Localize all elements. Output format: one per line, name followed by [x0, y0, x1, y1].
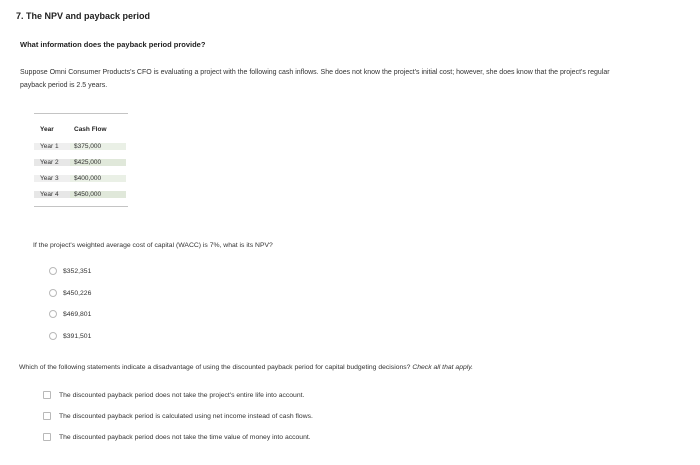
checkbox[interactable] [43, 391, 51, 399]
disadvantage-option-label: The discounted payback period does not take the time value of money into account. [59, 433, 311, 441]
cell-year: Year 4 [34, 191, 70, 198]
checkbox[interactable] [43, 412, 51, 420]
table-row [34, 154, 128, 170]
table-row [34, 186, 128, 202]
radio-button[interactable] [49, 267, 57, 275]
disadvantage-question-prompt [19, 364, 473, 371]
npv-option[interactable] [49, 267, 91, 275]
table-row [34, 138, 128, 154]
table-row [34, 170, 128, 186]
column-header-year: Year [40, 125, 54, 133]
cash-flow-table [34, 113, 128, 207]
cell-cash-flow: $450,000 [70, 191, 126, 198]
radio-button[interactable] [49, 332, 57, 340]
question-subtitle: What information does the payback period provide? [20, 40, 206, 49]
npv-question-prompt: If the project's weighted average cost of capital (WACC) is 7%, what is its NPV? [33, 242, 273, 249]
disadvantage-option-label: The discounted payback period does not take the project's entire life into account. [59, 391, 305, 399]
question-title: 7. The NPV and payback period [16, 11, 151, 21]
radio-button[interactable] [49, 289, 57, 297]
npv-option-label: $450,226 [63, 289, 92, 297]
cell-cash-flow: $425,000 [70, 159, 126, 166]
npv-option[interactable] [49, 289, 91, 297]
cell-year: Year 3 [34, 175, 70, 182]
cell-cash-flow: $375,000 [70, 143, 126, 150]
npv-option-label: $391,501 [63, 332, 92, 340]
radio-button[interactable] [49, 310, 57, 318]
checkbox[interactable] [43, 433, 51, 441]
question-paragraph: Suppose Omni Consumer Products's CFO is evaluating a project with the following cash inflows. She does not know the project's initial cost; however, she does know that the project's regular payback period is 2.5 years. [20, 69, 610, 89]
cell-cash-flow: $400,000 [70, 175, 126, 182]
disadvantage-option[interactable] [43, 433, 311, 441]
npv-option-label: $469,801 [63, 310, 92, 318]
disadvantage-option[interactable] [43, 391, 304, 399]
check-all-hint: Check all that apply. [412, 364, 474, 371]
npv-option[interactable] [49, 332, 91, 340]
cell-year: Year 2 [34, 159, 70, 166]
npv-option[interactable] [49, 310, 91, 318]
cell-year: Year 1 [34, 143, 70, 150]
npv-option-label: $352,351 [63, 267, 92, 275]
table-header-row [34, 120, 128, 138]
disadvantage-option-label: The discounted payback period is calculated using net income instead of cash flows. [59, 412, 313, 420]
disadvantage-question-text: Which of the following statements indicate a disadvantage of using the discounted payback period for capital budgeting decisions? [19, 364, 411, 371]
disadvantage-option[interactable] [43, 412, 313, 420]
column-header-cash-flow: Cash Flow [74, 125, 107, 133]
